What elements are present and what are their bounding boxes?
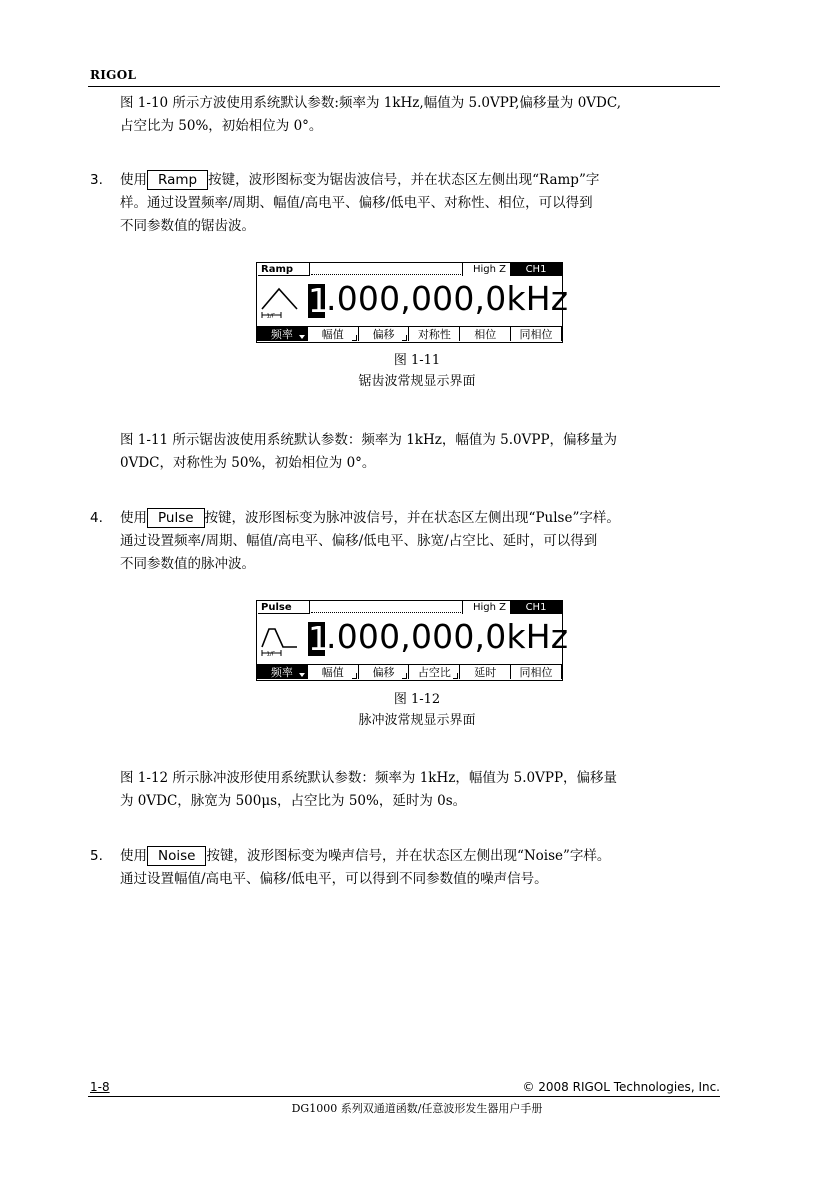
softkey-bar bbox=[257, 326, 562, 342]
ramp-key: Ramp bbox=[147, 170, 208, 190]
softkey-delay[interactable] bbox=[460, 664, 511, 679]
softkey-phase[interactable] bbox=[460, 326, 511, 341]
desc-11-line-2: 0VDC，对称性为 50%，初始相位为 0°。 bbox=[120, 455, 376, 471]
copyright: © 2008 RIGOL Technologies, Inc. bbox=[522, 1080, 720, 1094]
period-label: 1/F bbox=[266, 313, 276, 320]
softkey-label: 偏移 bbox=[372, 666, 395, 679]
frequency-value: .000,000,0kHz bbox=[326, 617, 569, 656]
status-bar bbox=[257, 263, 562, 277]
softkey-amplitude[interactable] bbox=[308, 326, 359, 341]
step-4-number: 4. bbox=[90, 510, 103, 526]
step-5-line-1 bbox=[120, 845, 610, 868]
softkey-label: 频率 bbox=[270, 666, 293, 679]
softkey-symmetry[interactable] bbox=[409, 326, 460, 341]
softkey-align-phase[interactable] bbox=[511, 326, 562, 341]
manual-title: DG1000 系列双通道函数/任意波形发生器用户手册 bbox=[291, 1102, 543, 1115]
mode-label: Pulse bbox=[258, 601, 310, 614]
header-rule bbox=[88, 86, 720, 87]
softkey-label: 同相位 bbox=[519, 666, 553, 679]
footer-rule bbox=[88, 1096, 720, 1097]
period-label: 1/F bbox=[266, 651, 276, 658]
status-dotted-line bbox=[311, 274, 461, 275]
softkey-label: 对称性 bbox=[417, 328, 451, 341]
ramp-lcd-screen bbox=[256, 262, 569, 343]
intro-line-1: 图 1-10 所示方波使用系统默认参数:频率为 1kHz,幅值为 5.0VPP,偏移量为 0VDC, bbox=[120, 95, 622, 111]
step-3-line-1 bbox=[120, 169, 599, 192]
softkey-bar bbox=[257, 664, 562, 680]
channel-badge: CH1 bbox=[510, 601, 562, 614]
softkey-label: 偏移 bbox=[372, 328, 395, 341]
figure-11-caption: 锯齿波常规显示界面 bbox=[358, 374, 476, 389]
softkey-frequency[interactable] bbox=[257, 326, 308, 341]
desc-12-line-2: 为 0VDC，脉宽为 500μs，占空比为 50%，延时为 0s。 bbox=[120, 793, 467, 809]
step-4-line-2: 通过设置频率/周期、幅值/高电平、偏移/低电平、脉宽/占空比、延时，可以得到 bbox=[120, 533, 598, 549]
softkey-align-phase[interactable] bbox=[511, 664, 562, 679]
step-5-line-2: 通过设置幅值/高电平、偏移/低电平，可以得到不同参数值的噪声信号。 bbox=[120, 871, 548, 887]
softkey-label: 幅值 bbox=[321, 328, 344, 341]
softkey-offset[interactable] bbox=[359, 326, 410, 341]
softkey-label: 幅值 bbox=[321, 666, 344, 679]
pulse-key: Pulse bbox=[147, 508, 205, 528]
step-3-pre: 使用 bbox=[120, 172, 147, 188]
softkey-label: 相位 bbox=[474, 328, 497, 341]
frequency-value: .000,000,0kHz bbox=[326, 279, 569, 318]
impedance-label: High Z bbox=[462, 601, 510, 614]
submenu-hook-icon bbox=[402, 673, 407, 679]
dropdown-triangle-icon bbox=[299, 673, 305, 677]
step-3-number: 3. bbox=[90, 172, 103, 188]
softkey-offset[interactable] bbox=[359, 664, 410, 679]
step-4-line-1 bbox=[120, 507, 620, 530]
intro-line-2: 占空比为 50%，初始相位为 0°。 bbox=[120, 118, 323, 134]
softkey-frequency[interactable] bbox=[257, 664, 308, 679]
dropdown-triangle-icon bbox=[299, 335, 305, 339]
softkey-label: 频率 bbox=[270, 328, 293, 341]
ramp-wave-icon bbox=[259, 281, 301, 321]
desc-11-line-1: 图 1-11 所示锯齿波使用系统默认参数：频率为 1kHz，幅值为 5.0VPP，偏移量为 bbox=[120, 432, 618, 448]
step-3-line-3: 不同参数值的锯齿波。 bbox=[120, 218, 255, 234]
cursor-digit: 1 bbox=[308, 281, 329, 320]
step-4-line-3: 不同参数值的脉冲波。 bbox=[120, 556, 255, 572]
figure-11-number: 图 1-11 bbox=[393, 353, 441, 368]
submenu-hook-icon bbox=[352, 335, 357, 341]
impedance-label: High Z bbox=[462, 263, 510, 276]
softkey-label: 占空比 bbox=[417, 666, 451, 679]
step-5-post: 按键，波形图标变为噪声信号，并在状态区左侧出现“Noise”字样。 bbox=[206, 848, 611, 864]
step-4-pre: 使用 bbox=[120, 510, 147, 526]
noise-key: Noise bbox=[147, 846, 206, 866]
cursor-digit: 1 bbox=[308, 619, 329, 658]
step-5-pre: 使用 bbox=[120, 848, 147, 864]
channel-badge: CH1 bbox=[510, 263, 562, 276]
pulse-wave-icon bbox=[259, 619, 301, 659]
softkey-label: 延时 bbox=[474, 666, 497, 679]
mode-label: Ramp bbox=[258, 263, 310, 276]
submenu-hook-icon bbox=[453, 673, 458, 679]
step-3-post: 按键，波形图标变为锯齿波信号，并在状态区左侧出现“Ramp”字 bbox=[208, 172, 600, 188]
status-bar bbox=[257, 601, 562, 615]
softkey-label: 同相位 bbox=[519, 328, 553, 341]
figure-12-caption: 脉冲波常规显示界面 bbox=[358, 713, 476, 728]
figure-12-number: 图 1-12 bbox=[393, 692, 441, 707]
softkey-amplitude[interactable] bbox=[308, 664, 359, 679]
step-4-post: 按键，波形图标变为脉冲波信号，并在状态区左侧出现“Pulse”字样。 bbox=[204, 510, 620, 526]
brand-header: RIGOL bbox=[90, 68, 137, 82]
pulse-lcd-screen bbox=[256, 600, 569, 681]
softkey-duty-cycle[interactable] bbox=[409, 664, 460, 679]
submenu-hook-icon bbox=[402, 335, 407, 341]
submenu-hook-icon bbox=[352, 673, 357, 679]
step-5-number: 5. bbox=[90, 848, 103, 864]
desc-12-line-1: 图 1-12 所示脉冲波形使用系统默认参数：频率为 1kHz，幅值为 5.0VPP，偏移量 bbox=[120, 770, 618, 786]
status-dotted-line bbox=[311, 612, 461, 613]
step-3-line-2: 样。通过设置频率/周期、幅值/高电平、偏移/低电平、对称性、相位，可以得到 bbox=[120, 195, 593, 211]
page-number: 1-8 bbox=[90, 1080, 110, 1094]
